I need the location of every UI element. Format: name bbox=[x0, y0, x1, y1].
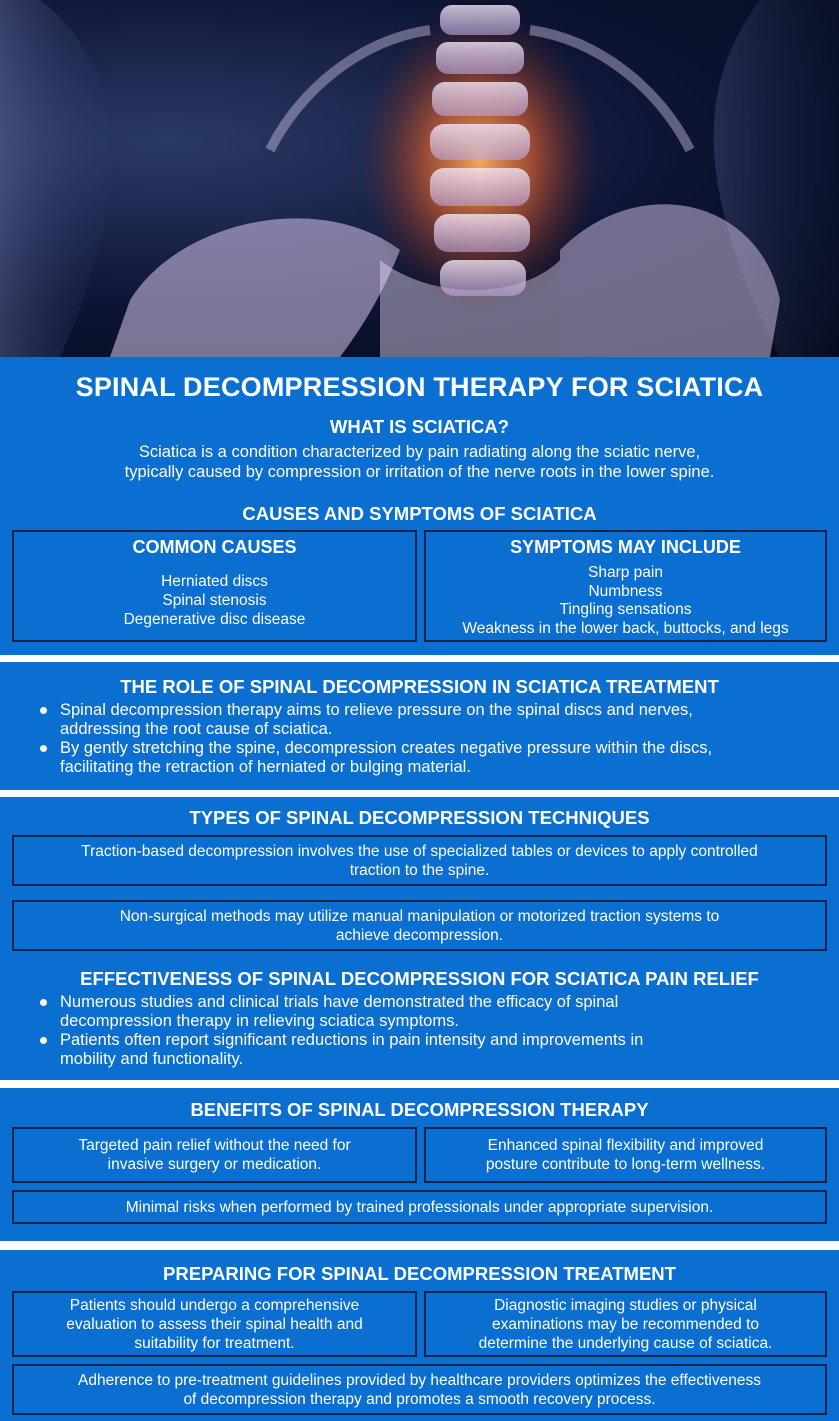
common-causes-title: COMMON CAUSES bbox=[132, 537, 297, 557]
list-item: Weakness in the lower back, buttocks, and legs bbox=[462, 619, 789, 637]
role-heading: THE ROLE OF SPINAL DECOMPRESSION IN SCIATICA TREATMENT bbox=[120, 676, 719, 697]
list-item: Numbness bbox=[588, 582, 663, 600]
types-box-2: Non-surgical methods may utilize manual manipulation or motorized traction systems to achieve decompression. bbox=[12, 900, 827, 951]
symptoms-title: SYMPTOMS MAY INCLUDE bbox=[510, 537, 741, 557]
hero-image bbox=[0, 0, 839, 357]
benefits-heading: BENEFITS OF SPINAL DECOMPRESSION THERAPY bbox=[190, 1099, 649, 1120]
list-item: Numerous studies and clinical trials have demonstrated the efficacy of spinal decompression therapy in relieving sciatica symptoms. bbox=[38, 993, 828, 1031]
list-item: By gently stretching the spine, decompression creates negative pressure within the discs, facilitating the retraction of herniated or bulging material. bbox=[38, 739, 828, 777]
types-box-1: Traction-based decompression involves the use of specialized tables or devices to apply controlled traction to the spine. bbox=[12, 835, 827, 886]
preparing-box-1: Patients should undergo a comprehensive evaluation to assess their spinal health and suitability for treatment. bbox=[12, 1291, 417, 1357]
list-item: Spinal stenosis bbox=[162, 592, 267, 609]
role-bullets bbox=[38, 701, 828, 777]
spine-xray-illustration bbox=[0, 0, 839, 357]
page-title: SPINAL DECOMPRESSION THERAPY FOR SCIATICA bbox=[75, 372, 764, 402]
what-is-text: Sciatica is a condition characterized by pain radiating along the sciatic nerve, typically caused by compression or irritation of the nerve roots in the lower spine. bbox=[124, 443, 715, 481]
what-is-heading: WHAT IS SCIATICA? bbox=[329, 416, 510, 437]
preparing-heading: PREPARING FOR SPINAL DECOMPRESSION TREATMENT bbox=[163, 1263, 676, 1284]
benefits-box-3: Minimal risks when performed by trained professionals under appropriate supervision. bbox=[12, 1190, 827, 1224]
list-item: Sharp pain bbox=[588, 564, 663, 581]
symptoms-list bbox=[424, 564, 827, 638]
list-item: Patients often report significant reductions in pain intensity and improvements in mobility and functionality. bbox=[38, 1031, 828, 1069]
benefits-box-2: Enhanced spinal flexibility and improved posture contribute to long-term wellness. bbox=[424, 1127, 827, 1183]
list-item: Herniated discs bbox=[161, 573, 268, 590]
list-item: Tingling sensations bbox=[559, 601, 692, 618]
causes-symptoms-heading: CAUSES AND SYMPTOMS OF SCIATICA bbox=[242, 503, 597, 524]
benefits-box-1: Targeted pain relief without the need for invasive surgery or medication. bbox=[12, 1127, 417, 1183]
preparing-box-2: Diagnostic imaging studies or physical examinations may be recommended to determine the underlying cause of sciatica. bbox=[424, 1291, 827, 1357]
types-heading: TYPES OF SPINAL DECOMPRESSION TECHNIQUES bbox=[189, 807, 650, 828]
effectiveness-heading: EFFECTIVENESS OF SPINAL DECOMPRESSION FOR SCIATICA PAIN RELIEF bbox=[80, 968, 759, 989]
preparing-box-3: Adherence to pre-treatment guidelines provided by healthcare providers optimizes the effectiveness of decompression therapy and promotes a smooth recovery process. bbox=[12, 1364, 827, 1415]
effectiveness-bullets bbox=[38, 993, 828, 1069]
common-causes-list bbox=[12, 572, 417, 629]
list-item: Spinal decompression therapy aims to relieve pressure on the spinal discs and nerves, addressing the root cause of sciatica. bbox=[38, 701, 828, 739]
list-item: Degenerative disc disease bbox=[123, 611, 306, 628]
